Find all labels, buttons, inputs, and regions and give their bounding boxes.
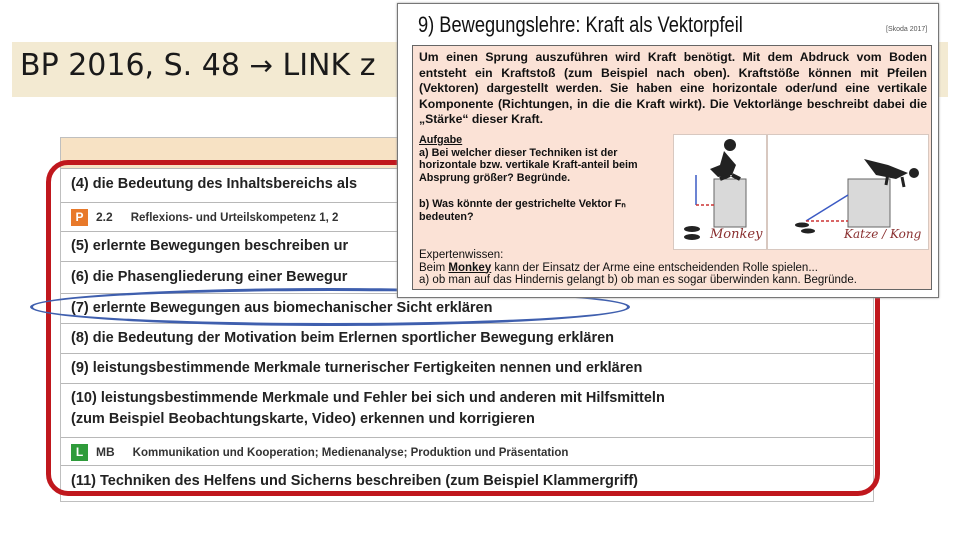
task-a: a) Bei welcher dieser Techniken ist der horizontale bzw. vertikale Kraft-anteil beim Absprung größer? Begründe. (419, 146, 638, 184)
worksheet-box (412, 45, 932, 290)
row-text: (4) die Bedeutung des Inhaltsbereichs als (71, 176, 358, 192)
row-text: (11) Techniken des Helfens und Sicherns beschreiben (zum Beispiel Klammergriff) (71, 473, 638, 489)
arrow-right-icon: → (249, 49, 273, 82)
worksheet-task (419, 134, 669, 224)
p-badge-icon: P (71, 209, 88, 226)
slide-title-left: BP 2016, S. 48 (20, 48, 240, 83)
worksheet-title: 9) Bewegungslehre: Kraft als Vektorpfeil (418, 12, 743, 37)
slide-title (20, 48, 375, 83)
row-code: 2.2 (96, 210, 113, 224)
row-text: (7) erlernte Bewegungen aus biomechanischer Sicht erklären (71, 300, 493, 316)
worksheet-source: [Skoda 2017] (886, 26, 928, 33)
monkey-label: Monkey (710, 227, 763, 242)
kong-label: Katze / Kong (844, 227, 922, 241)
row-text-continued: (zum Beispiel Beobachtungskarte, Video) erkennen und korrigieren (71, 411, 535, 427)
expert-line-1-pre: Beim (419, 261, 449, 274)
row-text: (8) die Bedeutung der Motivation beim Erlernen sportlicher Bewegung erklären (71, 330, 615, 346)
row-text: (9) leistungsbestimmende Merkmale turnerischer Fertigkeiten nennen und erklären (71, 360, 643, 376)
expert-line-1-post: kann der Einsatz der Arme eine entscheidenden Rolle spielen... (491, 261, 818, 274)
task-b: b) Was könnte der gestrichelte Vektor Fₙ bedeuten? (419, 198, 626, 223)
task-heading: Aufgabe (419, 134, 463, 146)
row-text: Reflexions- und Urteilskompetenz 1, 2 (130, 212, 339, 224)
expert-heading: Expertenwissen: (419, 249, 504, 261)
worksheet-expert (419, 249, 927, 287)
row-text: (6) die Phasengliederung einer Bewegur (71, 269, 348, 285)
row-text: Kommunikation und Kooperation; Medienanalyse; Produktion und Präsentation (132, 447, 569, 459)
expert-keyword: Monkey (448, 261, 492, 274)
row-text: (10) leistungsbestimmende Merkmale und Fehler bei sich und anderen mit Hilfsmitteln (71, 390, 665, 406)
l-badge-icon: L (71, 444, 88, 461)
row-text: (5) erlernte Bewegungen beschreiben ur (71, 238, 349, 254)
kong-jump-image (767, 134, 929, 250)
expert-line-1 (419, 262, 927, 275)
expert-line-2: a) ob man auf das Hindernis gelangt b) ob man es sogar überwinden kann. Begründe. (419, 274, 857, 286)
monkey-jump-image (673, 134, 767, 250)
row-code: MB (96, 445, 115, 459)
slide-title-right: LINK z (282, 48, 376, 83)
worksheet-card (397, 3, 939, 298)
worksheet-intro: Um einen Sprung auszuführen wird Kraft benötigt. Mit dem Abdruck vom Boden entsteht ein Kraftstoß (zum Beispiel nach oben). Kraftstöße können mit Pfeilen (Vektoren) dargestellt werden. Sie haben eine horizontale oder/und eine vertikale Komponente (Richtungen, in die die Kraft wirkt). Die Vektorlänge beschreibt dabei die „Stärke“ dieser Kraft. (419, 50, 927, 126)
